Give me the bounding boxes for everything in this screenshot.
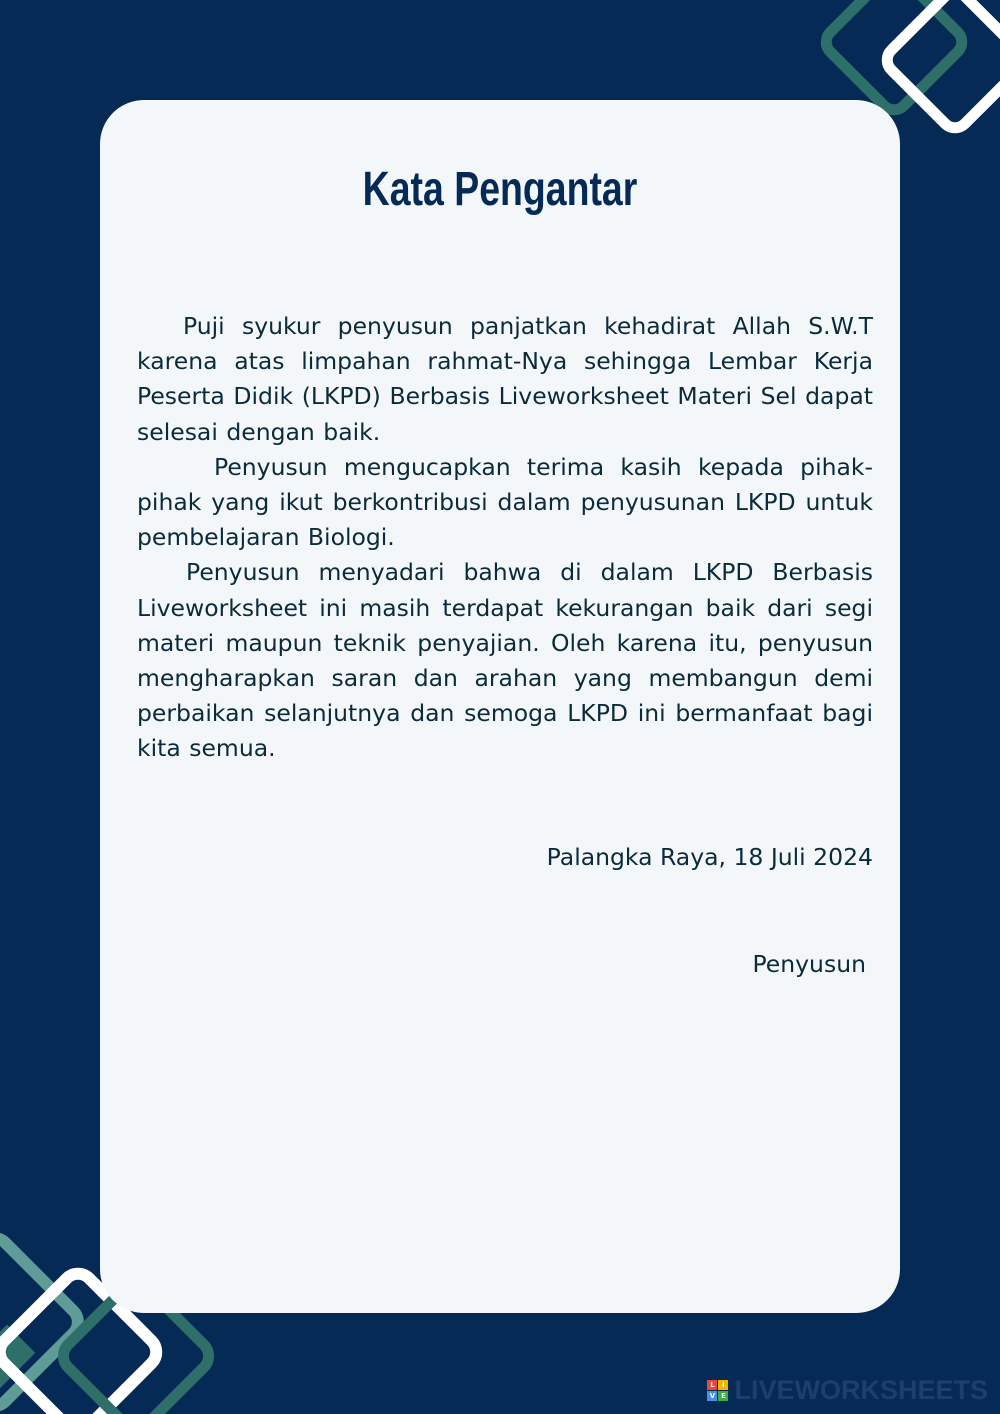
paragraph-2: Penyusun mengucapkan terima kasih kepada pihak-pihak yang ikut berkontribusi dalam penyusunan LKPD untuk pembelajaran Biologi. (137, 452, 873, 552)
liveworksheets-wordmark: LIVEWORKSHEETS (734, 1374, 988, 1405)
logo-letter-l: L (707, 1380, 717, 1390)
signer-label: Penyusun (752, 950, 866, 978)
paragraph-3: Penyusun menyadari bahwa di dalam LKPD Berbasis Liveworksheet ini masih terdapat kekurangan baik dari segi materi maupun teknik penyajian. Oleh karena itu, penyusun mengharapkan saran dan arahan yang membangun demi perbaikan selanjutnya dan semoga LKPD ini bermanfaat bagi kita semua. (137, 558, 873, 763)
logo-letter-i: I (718, 1380, 728, 1390)
liveworksheets-watermark (707, 1374, 988, 1406)
body-text (137, 309, 873, 767)
logo-letter-e: E (718, 1391, 728, 1401)
place-date: Palangka Raya, 18 Juli 2024 (546, 843, 873, 871)
liveworksheets-logo-icon (707, 1380, 728, 1401)
page-title: Kata Pengantar (362, 163, 638, 216)
paragraph-1: Puji syukur penyusun panjatkan kehadirat Allah S.W.T karena atas limpahan rahmat-Nya sehingga Lembar Kerja Peserta Didik (LKPD) Berbasis Liveworksheet Materi Sel dapat selesai dengan baik. (137, 312, 873, 446)
logo-letter-v: V (707, 1391, 717, 1401)
